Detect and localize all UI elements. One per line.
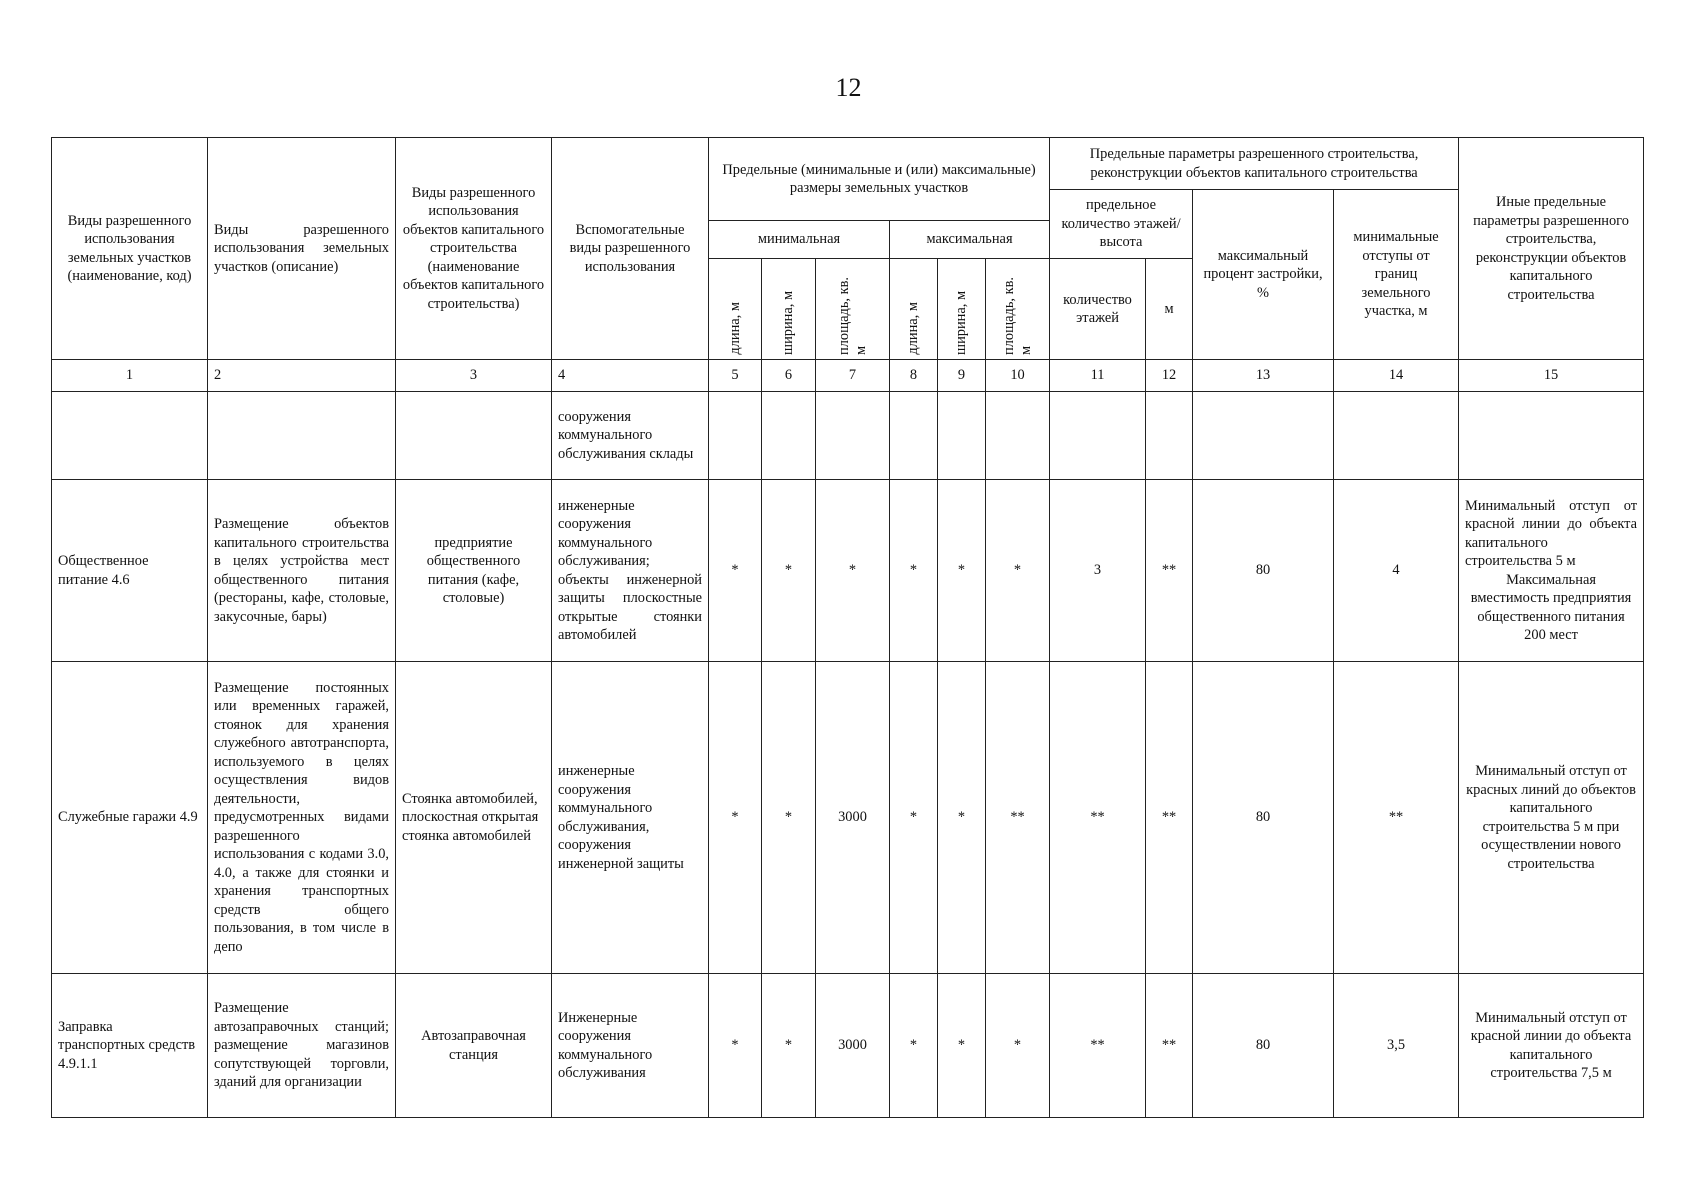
- land-use-description: Размещение объектов капитального строительства в целях устройства мест общественного питания (рестораны, кафе, столовые, закусочные, бары): [208, 480, 396, 662]
- building-use-name: Стоянка автомобилей, плоскостная открытая стоянка автомобилей: [396, 662, 552, 974]
- other-params-cell: Минимальный отступ от красных линий до объектов капитального строительства 5 м при осуществлении нового строительства: [1459, 662, 1644, 974]
- header-max-width: ширина, м: [938, 259, 986, 360]
- header-maximal: максимальная: [890, 221, 1050, 259]
- col-number: 5: [709, 360, 762, 392]
- header-min-width: ширина, м: [762, 259, 816, 360]
- col-number: 3: [396, 360, 552, 392]
- land-use-table: [51, 137, 1644, 1118]
- aux-use-cell: инженерные сооружения коммунального обслуживания; объекты инженерной защиты плоскостные открытые стоянки автомобилей: [552, 480, 709, 662]
- col-number: 12: [1146, 360, 1193, 392]
- header-col2: Виды разрешенного использования земельных участков (описание): [208, 138, 396, 360]
- table-row: [52, 392, 1644, 480]
- aux-use-cell: сооружения коммунального обслуживания склады: [552, 392, 709, 480]
- col-number: 13: [1193, 360, 1334, 392]
- land-use-description: Размещение автозаправочных станций; размещение магазинов сопутствующей торговли, зданий для организации: [208, 974, 396, 1118]
- col-number: 11: [1050, 360, 1146, 392]
- header-min-area: площадь, кв. м: [816, 259, 890, 360]
- header-floors-count: количество этажей: [1050, 259, 1146, 360]
- page-number: 12: [835, 73, 862, 102]
- other-params-cell: Минимальный отступ от красной линии до объекта капитального строительства 7,5 м: [1459, 974, 1644, 1118]
- header-col4: Вспомогательные виды разрешенного использования: [552, 138, 709, 360]
- header-col1: Виды разрешенного использования земельных участков (наименование, код): [52, 138, 208, 360]
- col-number: 1: [52, 360, 208, 392]
- aux-use-cell: инженерные сооружения коммунального обслуживания, сооружения инженерной защиты: [552, 662, 709, 974]
- land-use-name: Заправка транспортных средств 4.9.1.1: [52, 974, 208, 1118]
- col-number: 8: [890, 360, 938, 392]
- col-number: 4: [552, 360, 709, 392]
- building-use-name: Автозаправочная станция: [396, 974, 552, 1118]
- col-number: 14: [1334, 360, 1459, 392]
- header-floors-height: предельное количество этажей/высота: [1050, 190, 1193, 259]
- col-number: 15: [1459, 360, 1644, 392]
- header-build-params: Предельные параметры разрешенного строительства, реконструкции объектов капитального строительства: [1050, 138, 1459, 190]
- header-max-area: площадь, кв. м: [986, 259, 1050, 360]
- col-number: 2: [208, 360, 396, 392]
- header-max-length: длина, м: [890, 259, 938, 360]
- land-use-name: Служебные гаражи 4.9: [52, 662, 208, 974]
- header-minimal: минимальная: [709, 221, 890, 259]
- table-row: Общественное питание 4.6 Размещение объектов капитального строительства в целях устройства мест общественного питания (рестораны, кафе, столовые, закусочные, бары) предприятие общественного питания (кафе, столовые) инженерные сооружения коммунального обслуживания; объекты инженерной защиты плоскостные открытые стоянки автомобилей * * * * * * 3 ** 80 4 Минимальный отступ от красной линии до объекта капитального строительства 5 м Максимальная вместимость предприятия общественного питания 200 мест: [52, 480, 1644, 662]
- header-other-params: Иные предельные параметры разрешенного строительства, реконструкции объектов капитального строительства: [1459, 138, 1644, 360]
- header-min-length: длина, м: [709, 259, 762, 360]
- header-max-percent: максимальный процент застройки, %: [1193, 190, 1334, 360]
- column-numbers-row: [52, 360, 1644, 392]
- col-number: 7: [816, 360, 890, 392]
- other-params-cell: Минимальный отступ от красной линии до объекта капитального строительства 5 м Максимальная вместимость предприятия общественного питания 200 мест: [1459, 480, 1644, 662]
- header-meters: м: [1146, 259, 1193, 360]
- header-land-sizes: Предельные (минимальные и (или) максимальные) размеры земельных участков: [709, 138, 1050, 221]
- col-number: 10: [986, 360, 1050, 392]
- col-number: 6: [762, 360, 816, 392]
- table-row: Служебные гаражи 4.9 Размещение постоянных или временных гаражей, стоянок для хранения служебного автотранспорта, используемого в целях осуществления видов деятельности, предусмотренных видами разрешенного использования с кодами 3.0, 4.0, а также для стоянки и хранения транспортных средств общего пользования, в том числе в депо Стоянка автомобилей, плоскостная открытая стоянка автомобилей инженерные сооружения коммунального обслуживания, сооружения инженерной защиты * * 3000 * * ** ** ** 80 ** Минимальный отступ от красных линий до объектов капитального строительства 5 м при осуществлении нового строительства: [52, 662, 1644, 974]
- table-row: Заправка транспортных средств 4.9.1.1 Размещение автозаправочных станций; размещение магазинов сопутствующей торговли, зданий для организации Автозаправочная станция Инженерные сооружения коммунального обслуживания * * 3000 * * * ** ** 80 3,5 Минимальный отступ от красной линии до объекта капитального строительства 7,5 м: [52, 974, 1644, 1118]
- header-col3: Виды разрешенного использования объектов капитального строительства (наименование объектов капитального строительства): [396, 138, 552, 360]
- header-min-setback: минимальные отступы от границ земельного участка, м: [1334, 190, 1459, 360]
- land-use-name: Общественное питание 4.6: [52, 480, 208, 662]
- building-use-name: предприятие общественного питания (кафе, столовые): [396, 480, 552, 662]
- land-use-description: Размещение постоянных или временных гаражей, стоянок для хранения служебного автотранспорта, используемого в целях осуществления видов деятельности, предусмотренных видами разрешенного использования с кодами 3.0, 4.0, а также для стоянки и хранения транспортных средств общего пользования, в том числе в депо: [208, 662, 396, 974]
- aux-use-cell: Инженерные сооружения коммунального обслуживания: [552, 974, 709, 1118]
- col-number: 9: [938, 360, 986, 392]
